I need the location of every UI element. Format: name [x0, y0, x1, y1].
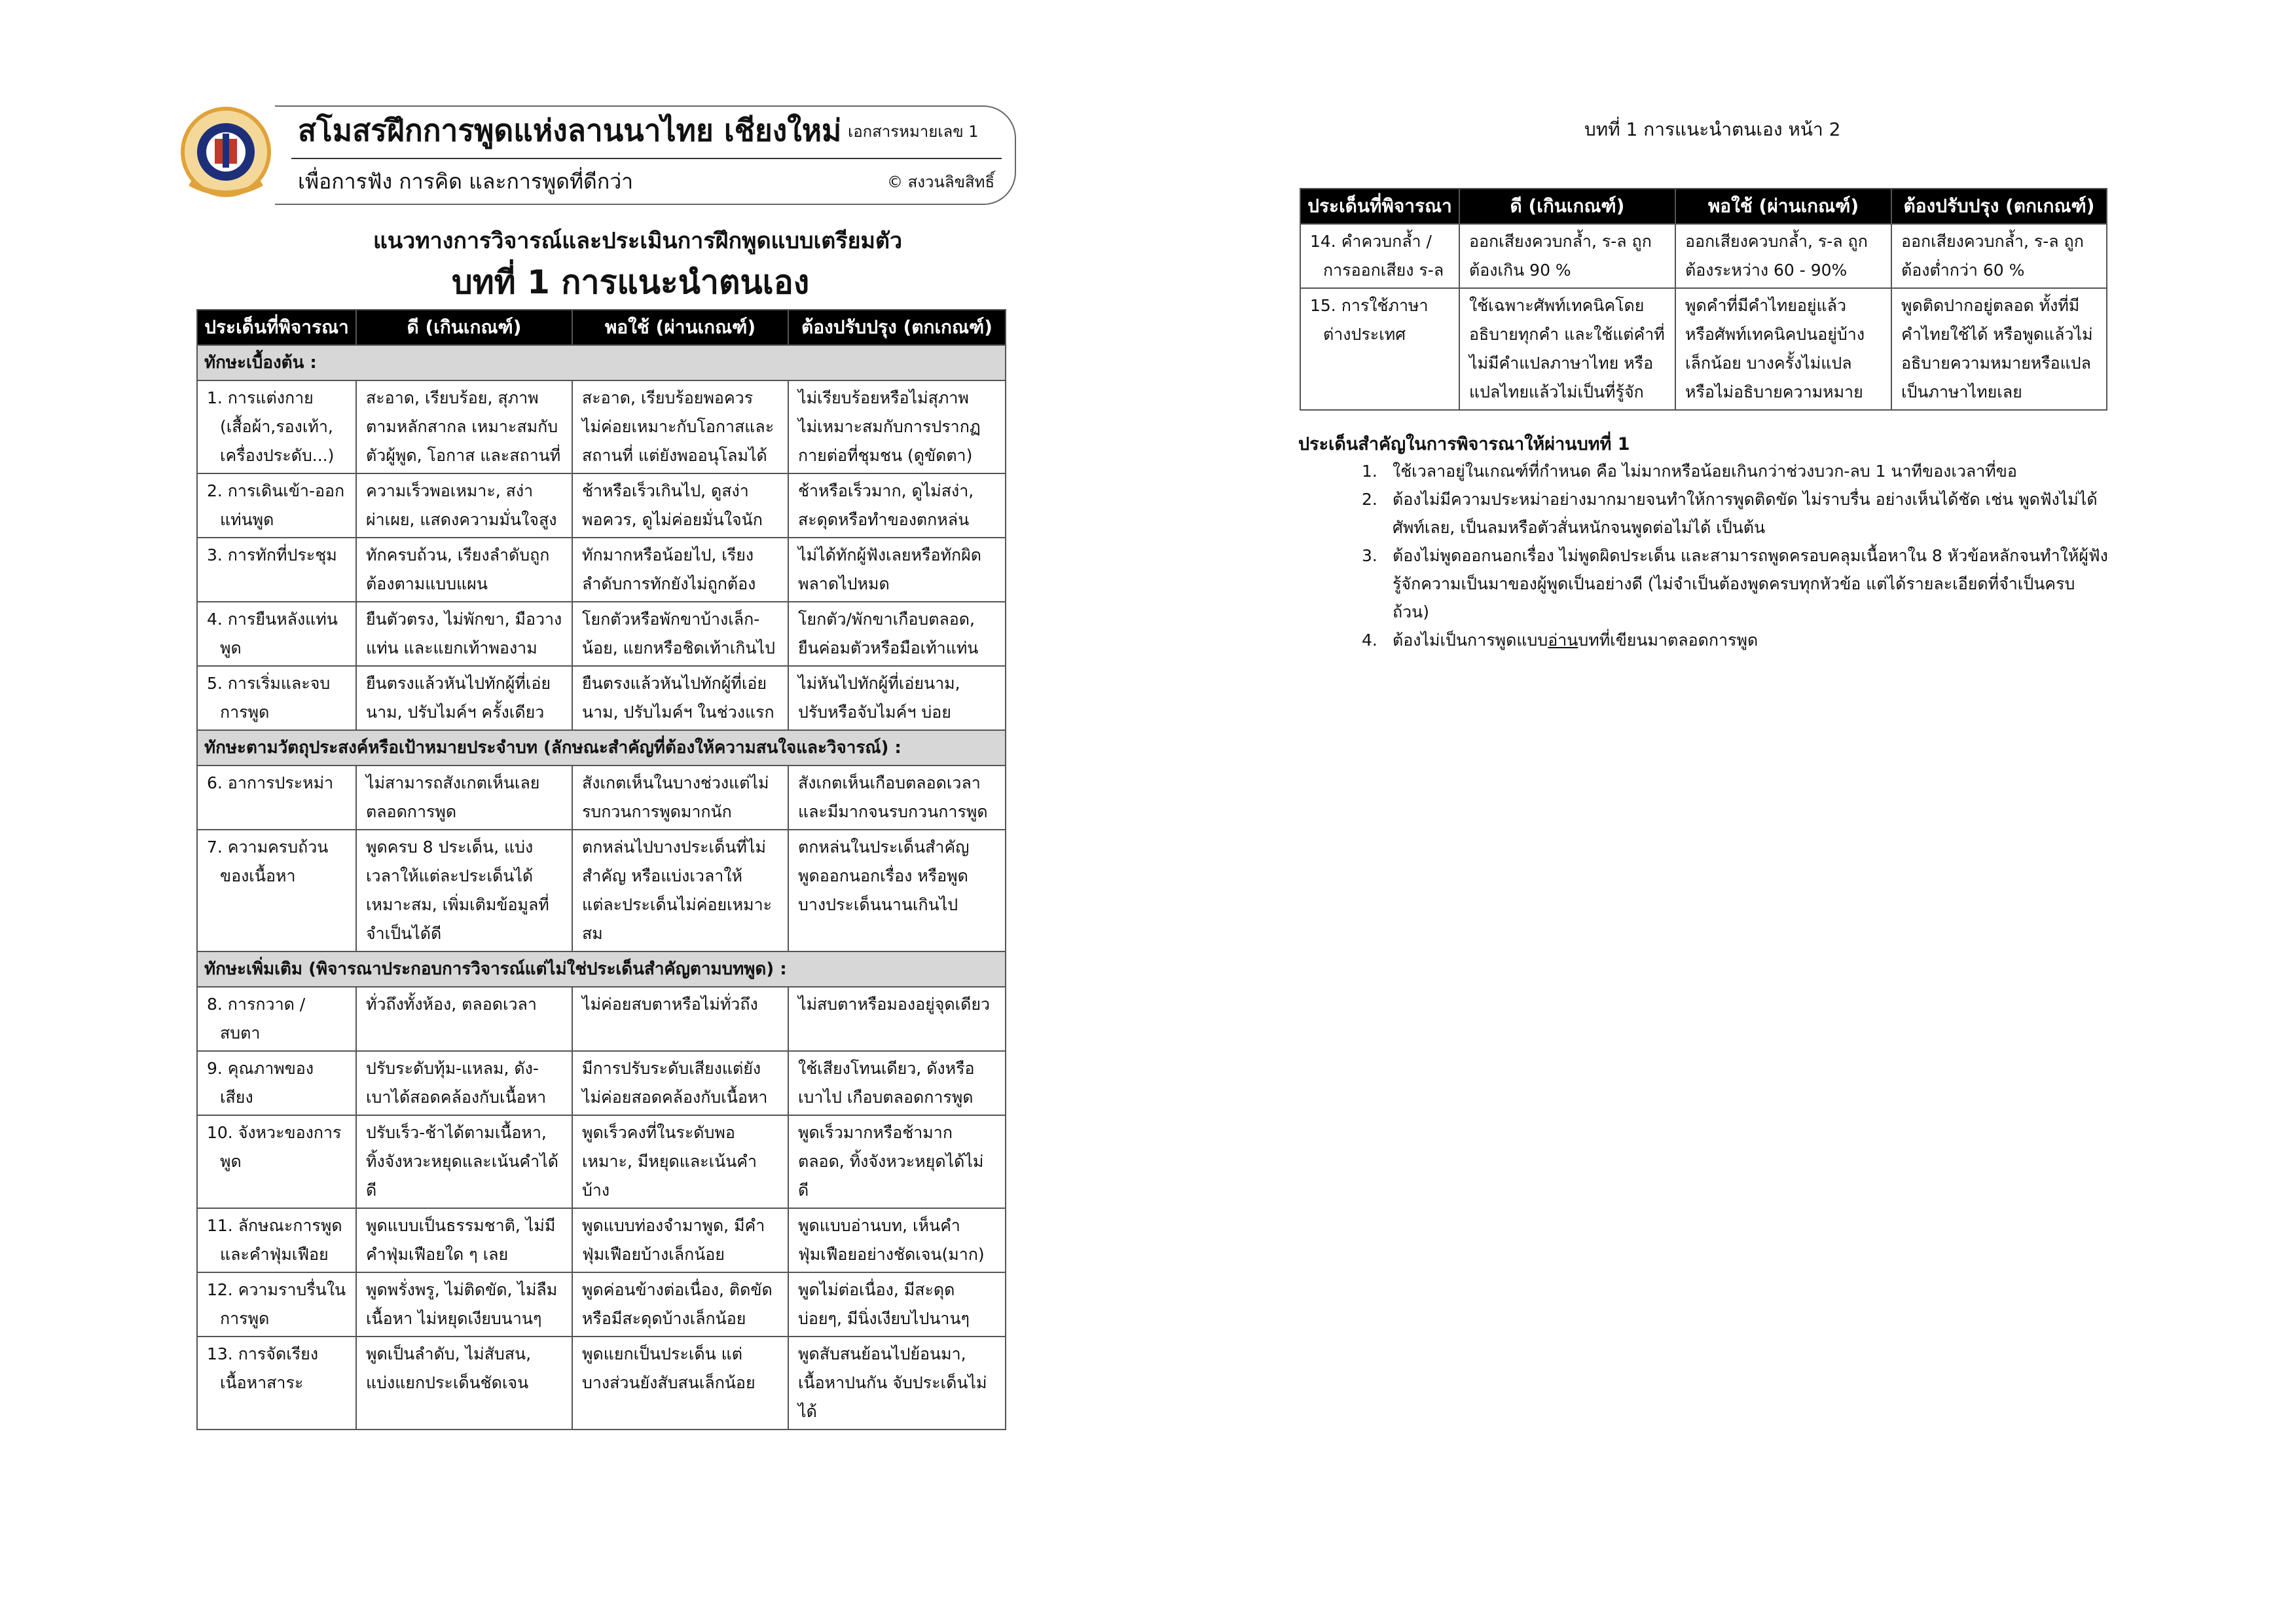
cell-line: พูดไม่ต่อเนื่อง, มีสะดุด [798, 1280, 955, 1299]
cell-line: ไม่ค่อยสอดคล้องกับเนื้อหา [582, 1088, 768, 1107]
key-point-line: ถ้วน) [1393, 602, 1430, 621]
cell-line: พูดแบบเป็นธรรมชาติ, ไม่มี [366, 1216, 556, 1235]
cell-line: มีการปรับระดับเสียงแต่ยัง [582, 1059, 761, 1078]
cell-line: รบกวนการพูดมากนัก [582, 802, 732, 821]
criterion-cell [197, 766, 356, 830]
cell-line: พูดแยกเป็นประเด็น แต่ [582, 1344, 743, 1363]
poor-cell [788, 666, 1006, 730]
cell-line: พูดเป็นลำดับ, ไม่สับสน, [366, 1344, 532, 1363]
fair-cell [572, 473, 788, 538]
good-cell [356, 602, 572, 666]
cell-line: แท่น และแยกเท้าพองาม [366, 638, 538, 657]
cell-line: สังเกตเห็นในบางช่วงแต่ไม่ [582, 773, 769, 792]
cell-line: ไม่หันไปทักผู้ที่เอ่ยนาม, [798, 674, 960, 693]
key-point-item [1362, 542, 2134, 626]
cell-line: ช้าหรือเร็วมาก, ดูไม่สง่า, [798, 481, 974, 500]
fair-cell [1675, 224, 1891, 288]
cell-line: พูดพรั่งพรู, ไม่ติดขัด, ไม่ลืม [366, 1280, 558, 1299]
cell-line: พูดค่อนข้างต่อเนื่อง, ติดขัด [582, 1280, 773, 1299]
key-point-line: ศัพท์เลย, เป็นลมหรือตัวสั่นหนักจนพูดต่อไม่ได้ เป็นต้น [1393, 518, 1766, 537]
good-cell [356, 1051, 572, 1115]
document-header [177, 101, 1028, 206]
cell-line: นาม, ปรับไมค์ฯ ครั้งเดียว [366, 703, 545, 722]
criterion-cell [197, 538, 356, 602]
cell-line: หรือมีสะดุดบ้างเล็กน้อย [582, 1309, 746, 1328]
table-row [197, 1115, 1006, 1208]
cell-line: เบาไป เกือบตลอดการพูด [798, 1088, 974, 1107]
key-point-text [1393, 485, 2134, 542]
cell-line: พอควร, ดูไม่ค่อยมั่นใจนัก [582, 510, 763, 529]
cell-line: 6. อาการประหม่า [207, 773, 334, 792]
cell-line: 9. คุณภาพของ [207, 1059, 314, 1078]
fair-cell [572, 1051, 788, 1115]
column-header-fair: พอใช้ (ผ่านเกณฑ์) [572, 310, 788, 345]
club-tagline: เพื่อการฟัง การคิด และการพูดที่ดีกว่า [298, 169, 634, 194]
cell-line: ตามหลักสากล เหมาะสมกับ [366, 417, 558, 436]
column-header-good: ดี (เกินเกณฑ์) [356, 310, 572, 345]
cell-line: ทักครบถ้วน, เรียงลำดับถูก [366, 545, 550, 564]
fair-cell [572, 1115, 788, 1208]
cell-line: บางประเด็นนานเกินไป [798, 895, 958, 914]
key-point-item [1362, 485, 2134, 542]
cell-line: ใช้เสียงโทนเดียว, ดังหรือ [798, 1059, 975, 1078]
cell-line: ใช้เฉพาะศัพท์เทคนิคโดย [1469, 296, 1645, 315]
table-header-row [1300, 189, 2107, 224]
criterion-cell [197, 666, 356, 730]
cell-line: ของเนื้อหา [220, 866, 296, 885]
column-header-criterion: ประเด็นที่พิจารณา [1300, 189, 1459, 224]
cell-line: บ้าง [582, 1181, 610, 1200]
section-title: ทักษะเบื้องต้น : [197, 345, 1006, 380]
key-point-line: ใช้เวลาอยู่ในเกณฑ์ที่กำหนด คือ ไม่มากหรือน้อยเกินกว่าช่วงบวก-ลบ 1 นาทีของเวลาที่ขอ [1393, 462, 2017, 481]
section-row [197, 730, 1006, 766]
cell-line: พูดเร็วคงที่ในระดับพอ [582, 1123, 735, 1142]
key-point-number: 2. [1362, 490, 1377, 509]
table-row [197, 538, 1006, 602]
column-header-poor: ต้องปรับปรุง (ตกเกณฑ์) [1891, 189, 2107, 224]
cell-line: เครื่องประดับ...) [220, 446, 335, 465]
fair-cell [572, 987, 788, 1051]
poor-cell [788, 1208, 1006, 1272]
cell-line: ตกหล่นในประเด็นสำคัญ [798, 838, 970, 857]
cell-line: 4. การยืนหลังแท่น [207, 610, 338, 629]
cell-line: พูดคำที่มีคำไทยอยู่แล้ว [1685, 296, 1847, 315]
cell-line: 10. จังหวะของการ [207, 1123, 342, 1142]
key-point-line [1393, 626, 2134, 654]
cell-line: ปรับระดับทุ้ม-แหลม, ดัง- [366, 1059, 539, 1078]
key-point-fragment: ต้องไม่เป็นการพูดแบบ [1393, 631, 1548, 650]
cell-line: แบ่งแยกประเด็นชัดเจน [366, 1373, 529, 1392]
poor-cell [788, 1051, 1006, 1115]
cell-line: สถานที่ แต่ยังพออนุโลมได้ [582, 446, 767, 465]
cell-line: ความเร็วพอเหมาะ, สง่า [366, 481, 534, 500]
cell-line: สะอาด, เรียบร้อย, สุภาพ [366, 388, 539, 407]
cell-line: 3. การทักที่ประชุม [207, 545, 337, 564]
cell-line: บางส่วนยังสับสนเล็กน้อย [582, 1373, 756, 1392]
cell-line: ดี [798, 1181, 809, 1200]
good-cell [356, 766, 572, 830]
cell-line: พูด [220, 1152, 242, 1171]
cell-line: โยกตัวหรือพักขาบ้างเล็ก- [582, 610, 760, 629]
cell-line: เป็นภาษาไทยเลย [1901, 382, 2022, 401]
key-point-number: 3. [1362, 546, 1377, 565]
cell-line: (เสื้อผ้า,รองเท้า, [220, 417, 333, 436]
cell-line: 7. ความครบถ้วน [207, 838, 329, 857]
poor-cell [788, 1337, 1006, 1430]
cell-line: 15. การใช้ภาษา [1310, 296, 1429, 315]
fair-cell [572, 1208, 788, 1272]
cell-line: จำเป็นได้ดี [366, 924, 442, 943]
cell-line: เนื้อหาปนกัน จับประเด็นไม่ [798, 1373, 987, 1392]
cell-line: สบตา [220, 1024, 261, 1043]
cell-line: บ่อยๆ, มีนิ่งเงียบไปนานๆ [798, 1309, 970, 1328]
cell-line: พูดเร็วมากหรือช้ามาก [798, 1123, 953, 1142]
cell-line: พูดแบบอ่านบท, เห็นคำ [798, 1216, 960, 1235]
cell-line: ลำดับการทักยังไม่ถูกต้อง [582, 574, 756, 593]
cell-line: ทักมากหรือน้อยไป, เรียง [582, 545, 754, 564]
cell-line: การพูด [220, 1309, 270, 1328]
criterion-cell [1300, 288, 1459, 410]
cell-line: พูดออกนอกเรื่อง หรือพูด [798, 866, 968, 885]
cell-line: เสียง [220, 1088, 253, 1107]
poor-cell [788, 987, 1006, 1051]
good-cell [356, 830, 572, 951]
cell-line: เบาได้สอดคล้องกับเนื้อหา [366, 1088, 547, 1107]
good-cell [356, 1272, 572, 1337]
table-row [197, 1337, 1006, 1430]
good-cell [1459, 224, 1675, 288]
cell-line: หรือไม่อธิบายความหมาย [1685, 382, 1863, 401]
criterion-cell [197, 987, 356, 1051]
cell-line: การออกเสียง ร-ล [1323, 261, 1444, 280]
table-row [197, 987, 1006, 1051]
table-row [1300, 224, 2107, 288]
criterion-cell [197, 380, 356, 473]
cell-line: ทิ้งจังหวะหยุดและเน้นคำได้ [366, 1152, 559, 1171]
key-point-item [1362, 626, 2134, 654]
cell-line: เวลาให้แต่ละประเด็นได้ [366, 866, 534, 885]
table-row [197, 766, 1006, 830]
key-point-item [1362, 457, 2134, 485]
cell-line: ไม่เหมาะสมกับการปรากฏ [798, 417, 981, 436]
key-point-line: ต้องไม่มีความประหม่าอย่างมากมายจนทำให้การพูดติดขัด ไม่ราบรื่น อย่างเห็นได้ชัด เช่น พูดฟังไม่ได้ [1393, 490, 2098, 509]
document-subtitle: แนวทางการวิจารณ์และประเมินการฝึกพูดแบบเตรียมตัว [373, 228, 903, 254]
key-point-text [1393, 542, 2134, 626]
table-row [197, 1051, 1006, 1115]
criterion-cell [197, 1272, 356, 1337]
cell-line: ผ่าเผย, แสดงความมั่นใจสูง [366, 510, 557, 529]
cell-line: 5. การเริ่มและจบ [207, 674, 331, 693]
criterion-cell [197, 1208, 356, 1272]
cell-line: สม [582, 924, 603, 943]
cell-line: ต้องตามแบบแผน [366, 574, 488, 593]
fair-cell [572, 666, 788, 730]
cell-line: แปลไทยแล้วไม่เป็นที่รู้จัก [1469, 382, 1644, 401]
poor-cell [1891, 224, 2107, 288]
club-name: สโมสรฝึกการพูดแห่งลานนาไทย เชียงใหม่ [298, 113, 842, 148]
emphasized-word: อ่าน [1548, 631, 1578, 650]
section-row [197, 345, 1006, 380]
key-point-text [1393, 626, 2134, 654]
cell-line: ไม่มีคำแปลภาษาไทย หรือ [1469, 354, 1654, 373]
cell-line: พูด [220, 638, 242, 657]
table-row [197, 380, 1006, 473]
cell-line: คำไทยใช้ได้ หรือพูดแล้วไม่ [1901, 325, 2093, 344]
criterion-cell [197, 1337, 356, 1430]
poor-cell [788, 830, 1006, 951]
good-cell [356, 1115, 572, 1208]
poor-cell [788, 1115, 1006, 1208]
section-row [197, 951, 1006, 987]
cell-line: ตัวผู้พูด, โอกาส และสถานที่ [366, 446, 561, 465]
criterion-cell [197, 1115, 356, 1208]
poor-cell [788, 538, 1006, 602]
cell-line: ต่างประเทศ [1323, 325, 1406, 344]
cell-line: ยืนค่อมตัวหรือมือเท้าแท่น [798, 638, 979, 657]
cell-line: 8. การกวาด / [207, 995, 306, 1014]
fair-cell [572, 538, 788, 602]
section-title: ทักษะตามวัตถุประสงค์หรือเป้าหมายประจำบท (ลักษณะสำคัญที่ต้องให้ความสนใจและวิจารณ์) : [197, 730, 1006, 766]
poor-cell [788, 473, 1006, 538]
good-cell [356, 473, 572, 538]
table-header-row [197, 310, 1006, 345]
table-row [197, 666, 1006, 730]
cell-line: ไม่ค่อยเหมาะกับโอกาสและ [582, 417, 774, 436]
good-cell [1459, 288, 1675, 410]
cell-line: พลาดไปหมด [798, 574, 890, 593]
cell-line: ออกเสียงควบกล้ำ, ร-ล ถูก [1901, 232, 2084, 251]
key-point-fragment: บทที่เขียนมาตลอดการพูด [1578, 631, 1758, 650]
criterion-cell [197, 473, 356, 538]
cell-line: ได้ [798, 1402, 817, 1421]
cell-line: พูดแบบท่องจำมาพูด, มีคำ [582, 1216, 765, 1235]
cell-line: ปรับหรือจับไมค์ฯ บ่อย [798, 703, 951, 722]
cell-line: 12. ความราบรื่นใน [207, 1280, 346, 1299]
key-points-heading: ประเด็นสำคัญในการพิจารณาให้ผ่านบทที่ 1 [1298, 434, 1630, 454]
criterion-cell [197, 1051, 356, 1115]
table-row [197, 830, 1006, 951]
cell-line: 2. การเดินเข้า-ออก [207, 481, 345, 500]
poor-cell [788, 1272, 1006, 1337]
table-row [197, 1272, 1006, 1337]
cell-line: ฟุ่มเฟือยอย่างชัดเจน(มาก) [798, 1245, 985, 1264]
cell-line: ไม่ค่อยสบตาหรือไม่ทั่วถึง [582, 995, 758, 1014]
page-2-header: บทที่ 1 การแนะนำตนเอง หน้า 2 [1584, 119, 1841, 140]
cell-line: สังเกตเห็นเกือบตลอดเวลา [798, 773, 981, 792]
good-cell [356, 987, 572, 1051]
cell-line: ฟุ่มเฟือยบ้างเล็กน้อย [582, 1245, 725, 1264]
table-row [197, 1208, 1006, 1272]
cell-line: เหมาะ, มีหยุดและเน้นคำ [582, 1152, 757, 1171]
good-cell [356, 538, 572, 602]
cell-line: กายต่อที่ชุมชน (ดูขัดตา) [798, 446, 973, 465]
cell-line: เนื้อหาสาระ [220, 1373, 304, 1392]
cell-line: เหมาะสม, เพิ่มเติมข้อมูลที่ [366, 895, 549, 914]
cell-line: ยืนตัวตรง, ไม่พักขา, มือวาง [366, 610, 562, 629]
cell-line: พูดติดปากอยู่ตลอด ทั้งที่มี [1901, 296, 2080, 315]
table-row [1300, 288, 2107, 410]
cell-line: ปรับเร็ว-ช้าได้ตามเนื้อหา, [366, 1123, 547, 1142]
table-row [197, 602, 1006, 666]
cell-line: ต้องต่ำกว่า 60 % [1901, 261, 2025, 280]
cell-line: ดี [366, 1181, 377, 1200]
key-points-list [1362, 457, 2134, 654]
fair-cell [1675, 288, 1891, 410]
key-point-line: ต้องไม่พูดออกนอกเรื่อง ไม่พูดผิดประเด็น และสามารถพูดครอบคลุมเนื้อหาใน 8 หัวข้อหลักจนทำให้ผู้ฟัง [1393, 546, 2108, 565]
cell-line: แท่นพูด [220, 510, 274, 529]
criterion-cell [197, 602, 356, 666]
column-header-fair: พอใช้ (ผ่านเกณฑ์) [1675, 189, 1891, 224]
cell-line: พูดครบ 8 ประเด็น, แบ่ง [366, 838, 534, 857]
cell-line: ไม่ได้ทักผู้ฟังเลยหรือทักผิด [798, 545, 981, 564]
cell-line: อธิบายความหมายหรือแปล [1901, 354, 2091, 373]
cell-line: สะดุดหรือทำของตกหล่น [798, 510, 970, 529]
column-header-criterion: ประเด็นที่พิจารณา [197, 310, 356, 345]
document-number: เอกสารหมายเลข 1 [848, 122, 979, 141]
cell-line: ไม่สบตาหรือมองอยู่จุดเดียว [798, 995, 991, 1014]
fair-cell [572, 602, 788, 666]
fair-cell [572, 830, 788, 951]
criterion-cell [1300, 224, 1459, 288]
cell-line: ยืนตรงแล้วหันไปทักผู้ที่เอ่ย [582, 674, 767, 693]
cell-line: 1. การแต่งกาย [207, 388, 314, 407]
header-divider [291, 158, 1002, 159]
evaluation-table [196, 309, 1006, 1430]
cell-line: การพูด [220, 703, 270, 722]
cell-line: 14. คำควบกล้ำ / [1310, 232, 1432, 251]
poor-cell [788, 602, 1006, 666]
cell-line: ตลอดการพูด [366, 802, 457, 821]
cell-line: ออกเสียงควบกล้ำ, ร-ล ถูก [1469, 232, 1652, 251]
section-title: ทักษะเพิ่มเติม (พิจารณาประกอบการวิจารณ์แต่ไม่ใช่ประเด็นสำคัญตามบทพูด) : [197, 951, 1006, 987]
key-point-text [1393, 457, 2134, 485]
cell-line: สำคัญ หรือแบ่งเวลาให้ [582, 866, 743, 885]
cell-line: 13. การจัดเรียง [207, 1344, 319, 1363]
cell-line: โยกตัว/พักขาเกือบตลอด, [798, 610, 975, 629]
good-cell [356, 666, 572, 730]
table-row [197, 473, 1006, 538]
column-header-poor: ต้องปรับปรุง (ตกเกณฑ์) [788, 310, 1006, 345]
cell-line: ไม่เรียบร้อยหรือไม่สุภาพ [798, 388, 969, 407]
lesson-title: บทที่ 1 การแนะนำตนเอง [452, 263, 810, 301]
good-cell [356, 380, 572, 473]
poor-cell [788, 766, 1006, 830]
good-cell [356, 1208, 572, 1272]
cell-line: เนื้อหา ไม่หยุดเงียบนานๆ [366, 1309, 542, 1328]
copyright-notice: © สงวนลิขสิทธิ์ [887, 173, 995, 191]
key-point-number: 4. [1362, 631, 1377, 650]
key-point-number: 1. [1362, 462, 1377, 481]
cell-line: น้อย, แยกหรือชิดเท้าเกินไป [582, 638, 775, 657]
criterion-cell [197, 830, 356, 951]
cell-line: ไม่สามารถสังเกตเห็นเลย [366, 773, 540, 792]
cell-line: และคำฟุ่มเฟือย [220, 1245, 329, 1264]
fair-cell [572, 1337, 788, 1430]
cell-line: 11. ลักษณะการพูด [207, 1216, 342, 1235]
fair-cell [572, 766, 788, 830]
cell-line: ต้องเกิน 90 % [1469, 261, 1571, 280]
poor-cell [788, 380, 1006, 473]
cell-line: ตลอด, ทิ้งจังหวะหยุดได้ไม่ [798, 1152, 984, 1171]
key-point-line: รู้จักความเป็นมาของผู้พูดเป็นอย่างดี (ไม่จำเป็นต้องพูดครบทุกหัวข้อ แต่ได้รายละเอียดที่จำเป็นครบ [1393, 574, 2075, 593]
cell-line: พูดสับสนย้อนไปย้อนมา, [798, 1344, 966, 1363]
good-cell [356, 1337, 572, 1430]
cell-line: สะอาด, เรียบร้อยพอควร [582, 388, 754, 407]
club-logo [177, 105, 275, 203]
evaluation-table-page-2 [1300, 188, 2107, 411]
cell-line: แต่ละประเด็นไม่ค่อยเหมาะ [582, 895, 773, 914]
fair-cell [572, 1272, 788, 1337]
cell-line: นาม, ปรับไมค์ฯ ในช่วงแรก [582, 703, 774, 722]
cell-line: อธิบายทุกคำ และใช้แต่คำที่ [1469, 325, 1665, 344]
cell-line: ยืนตรงแล้วหันไปทักผู้ที่เอ่ย [366, 674, 551, 693]
cell-line: และมีมากจนรบกวนการพูด [798, 802, 988, 821]
cell-line: ทั่วถึงทั้งห้อง, ตลอดเวลา [366, 995, 537, 1014]
poor-cell [1891, 288, 2107, 410]
cell-line: ออกเสียงควบกล้ำ, ร-ล ถูก [1685, 232, 1868, 251]
cell-line: คำฟุ่มเฟือยใด ๆ เลย [366, 1245, 509, 1264]
cell-line: ช้าหรือเร็วเกินไป, ดูสง่า [582, 481, 749, 500]
cell-line: ตกหล่นไปบางประเด็นที่ไม่ [582, 838, 766, 857]
column-header-good: ดี (เกินเกณฑ์) [1459, 189, 1675, 224]
cell-line: ต้องระหว่าง 60 - 90% [1685, 261, 1848, 280]
fair-cell [572, 380, 788, 473]
cell-line: หรือศัพท์เทคนิคปนอยู่บ้าง [1685, 325, 1865, 344]
cell-line: เล็กน้อย บางครั้งไม่แปล [1685, 354, 1852, 373]
